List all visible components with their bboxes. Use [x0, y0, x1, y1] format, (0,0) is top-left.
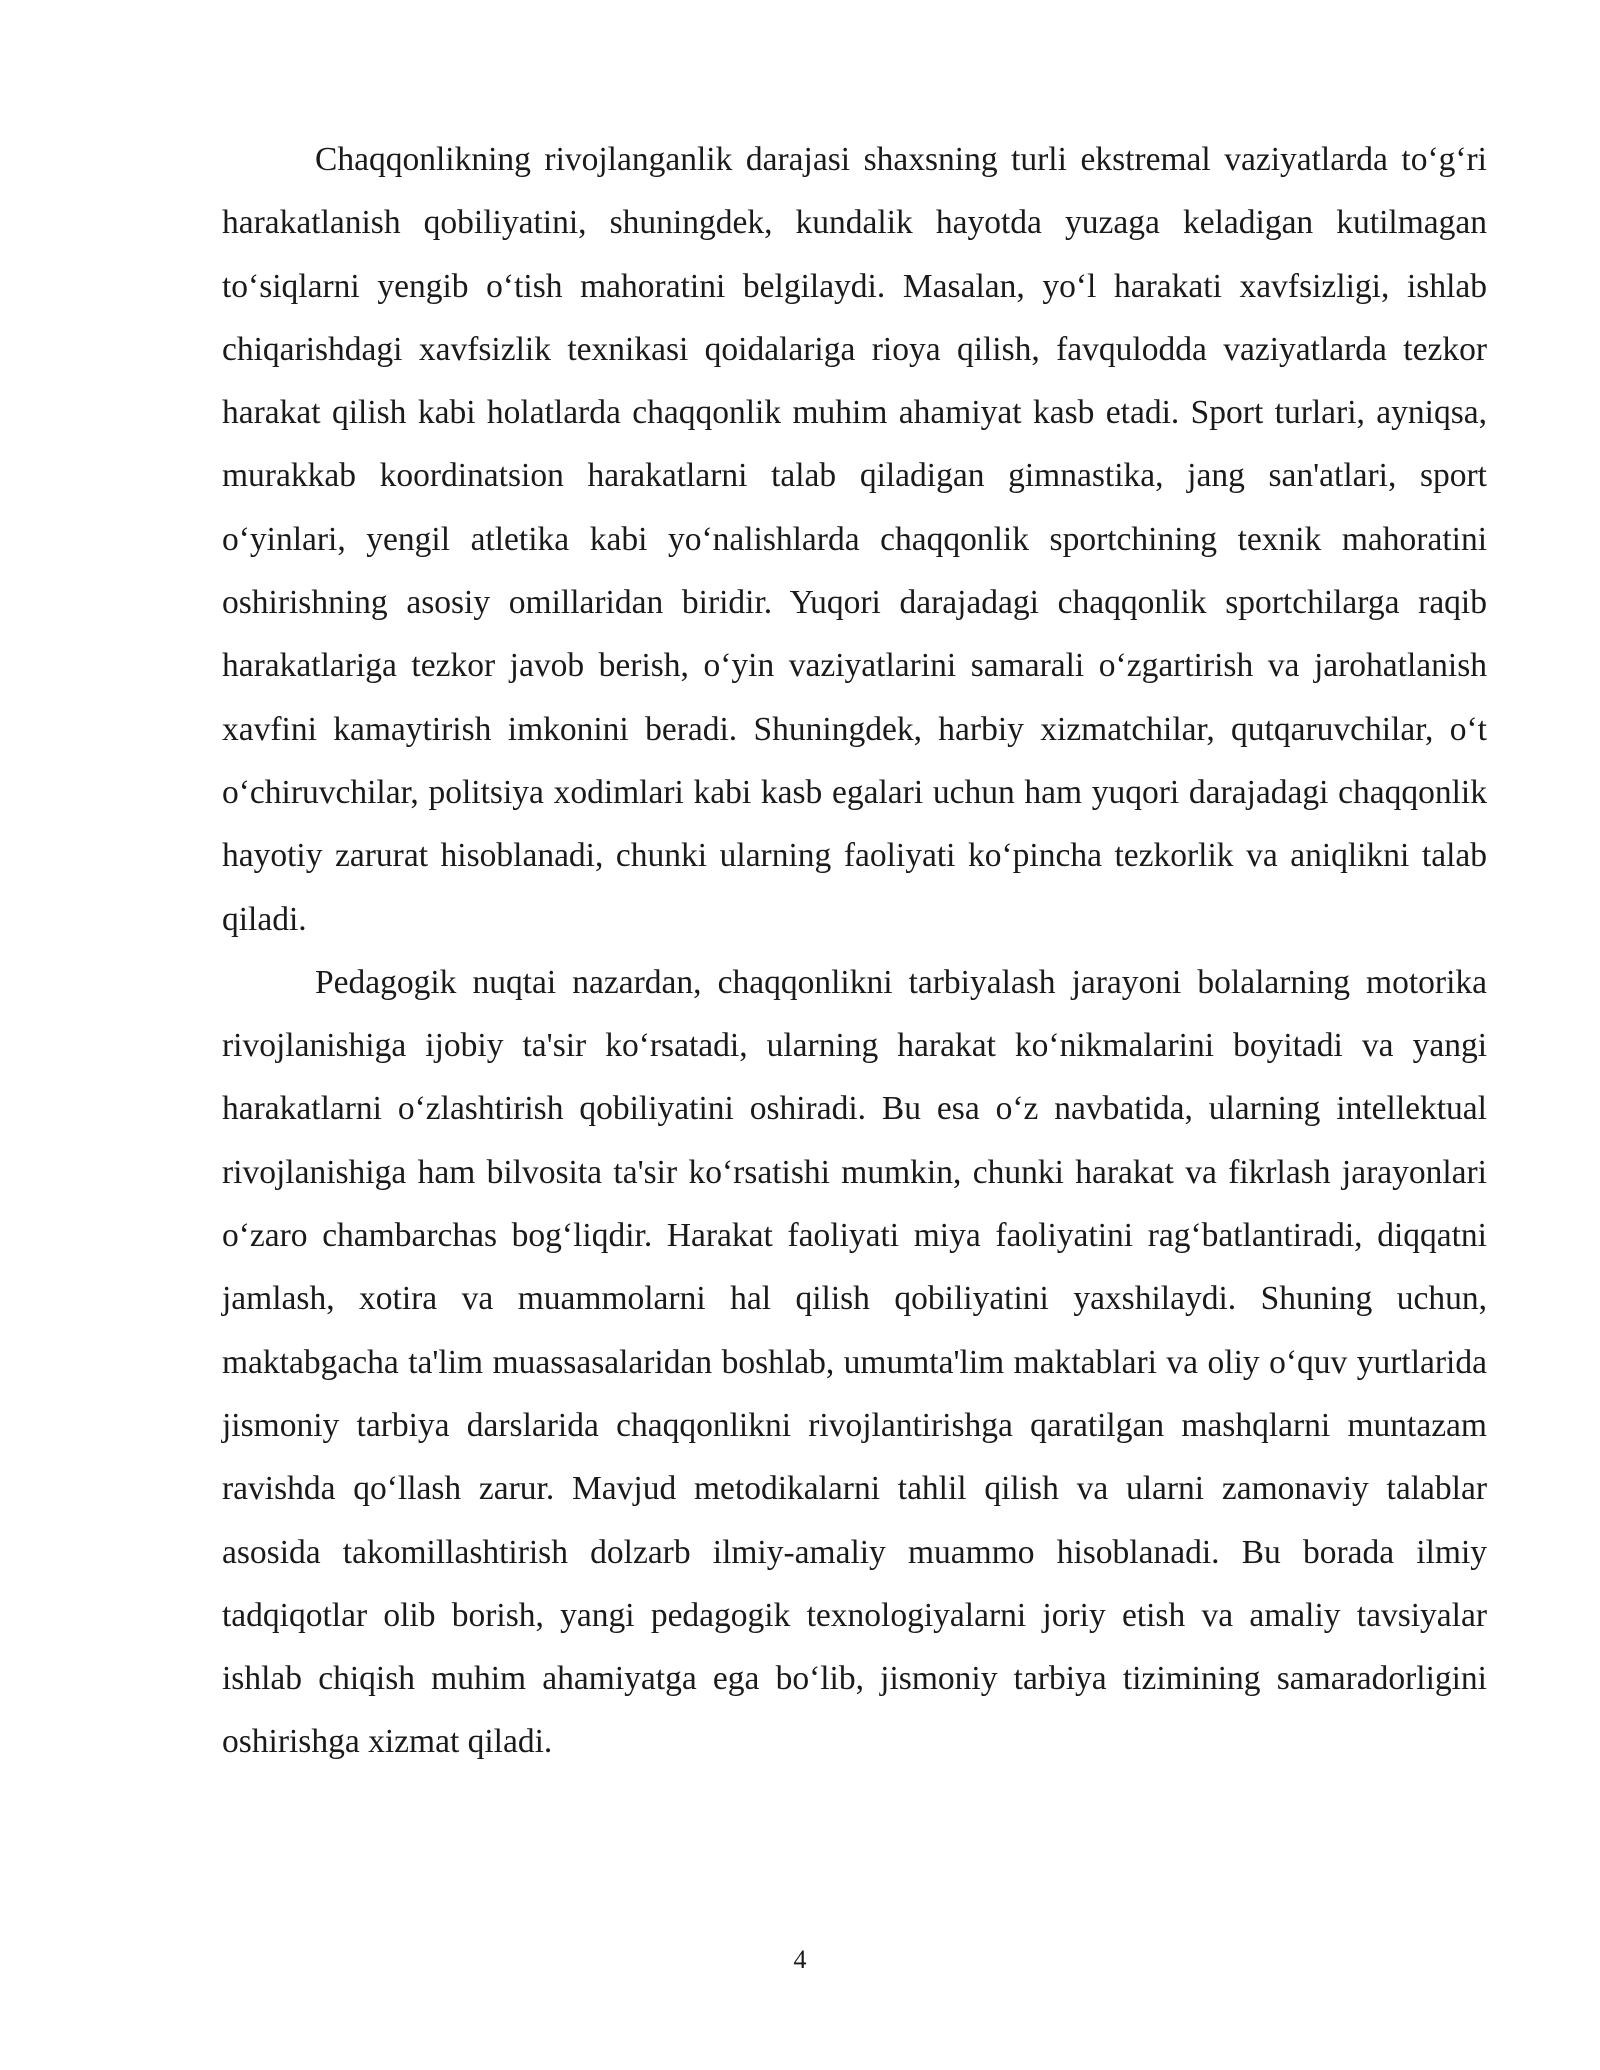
body-text [222, 128, 1487, 1774]
paragraph-1: Chaqqonlikning rivojlanganlik darajasi shaxsning turli ekstremal vaziyatlarda to‘g‘ri harakatlanish qobiliyatini, shuningdek, kundalik hayotda yuzaga keladigan kutilmagan to‘siqlarni yengib o‘tish mahoratini belgilaydi. Masalan, yo‘l harakati xavfsizligi, ishlab chiqarishdagi xavfsizlik texnikasi qoidalariga rioya qilish, favqulodda vaziyatlarda tezkor harakat qilish kabi holatlarda chaqqonlik muhim ahamiyat kasb etadi. Sport turlari, ayniqsa, murakkab koordinatsion harakatlarni talab qiladigan gimnastika, jang san'atlari, sport o‘yinlari, yengil atletika kabi yo‘nalishlarda chaqqonlik sportchining texnik mahoratini oshirishning asosiy omillaridan biridir. Yuqori darajadagi chaqqonlik sportchilarga raqib harakatlariga tezkor javob berish, o‘yin vaziyatlarini samarali o‘zgartirish va jarohatlanish xavfini kamaytirish imkonini beradi. Shuningdek, harbiy xizmatchilar, qutqaruvchilar, o‘t o‘chiruvchilar, politsiya xodimlari kabi kasb egalari uchun ham yuqori darajadagi chaqqonlik hayotiy zarurat hisoblanadi, chunki ularning faoliyati ko‘pincha tezkorlik va aniqlikni talab qiladi. [222, 141, 1487, 938]
paragraph-2: Pedagogik nuqtai nazardan, chaqqonlikni tarbiyalash jarayoni bolalarning motorika rivojlanishiga ijobiy ta'sir ko‘rsatadi, ularning harakat ko‘nikmalarini boyitadi va yangi harakatlarni o‘zlashtirish qobiliyatini oshiradi. Bu esa o‘z navbatida, ularning intellektual rivojlanishiga ham bilvosita ta'sir ko‘rsatishi mumkin, chunki harakat va fikrlash jarayonlari o‘zaro chambarchas bog‘liqdir. Harakat faoliyati miya faoliyatini rag‘batlantiradi, diqqatni jamlash, xotira va muammolarni hal qilish qobiliyatini yaxshilaydi. Shuning uchun, maktabgacha ta'lim muassasalaridan boshlab, umumta'lim maktablari va oliy o‘quv yurtlarida jismoniy tarbiya darslarida chaqqonlikni rivojlantirishga qaratilgan mashqlarni muntazam ravishda qo‘llash zarur. Mavjud metodikalarni tahlil qilish va ularni zamonaviy talablar asosida takomillashtirish dolzarb ilmiy-amaliy muammo hisoblanadi. Bu borada ilmiy tadqiqotlar olib borish, yangi pedagogik texnologiyalarni joriy etish va amaliy tavsiyalar ishlab chiqish muhim ahamiyatga ega bo‘lib, jismoniy tarbiya tizimining samaradorligini oshirishga xizmat qiladi. [222, 963, 1487, 1761]
page-number: 4 [793, 1945, 807, 1974]
